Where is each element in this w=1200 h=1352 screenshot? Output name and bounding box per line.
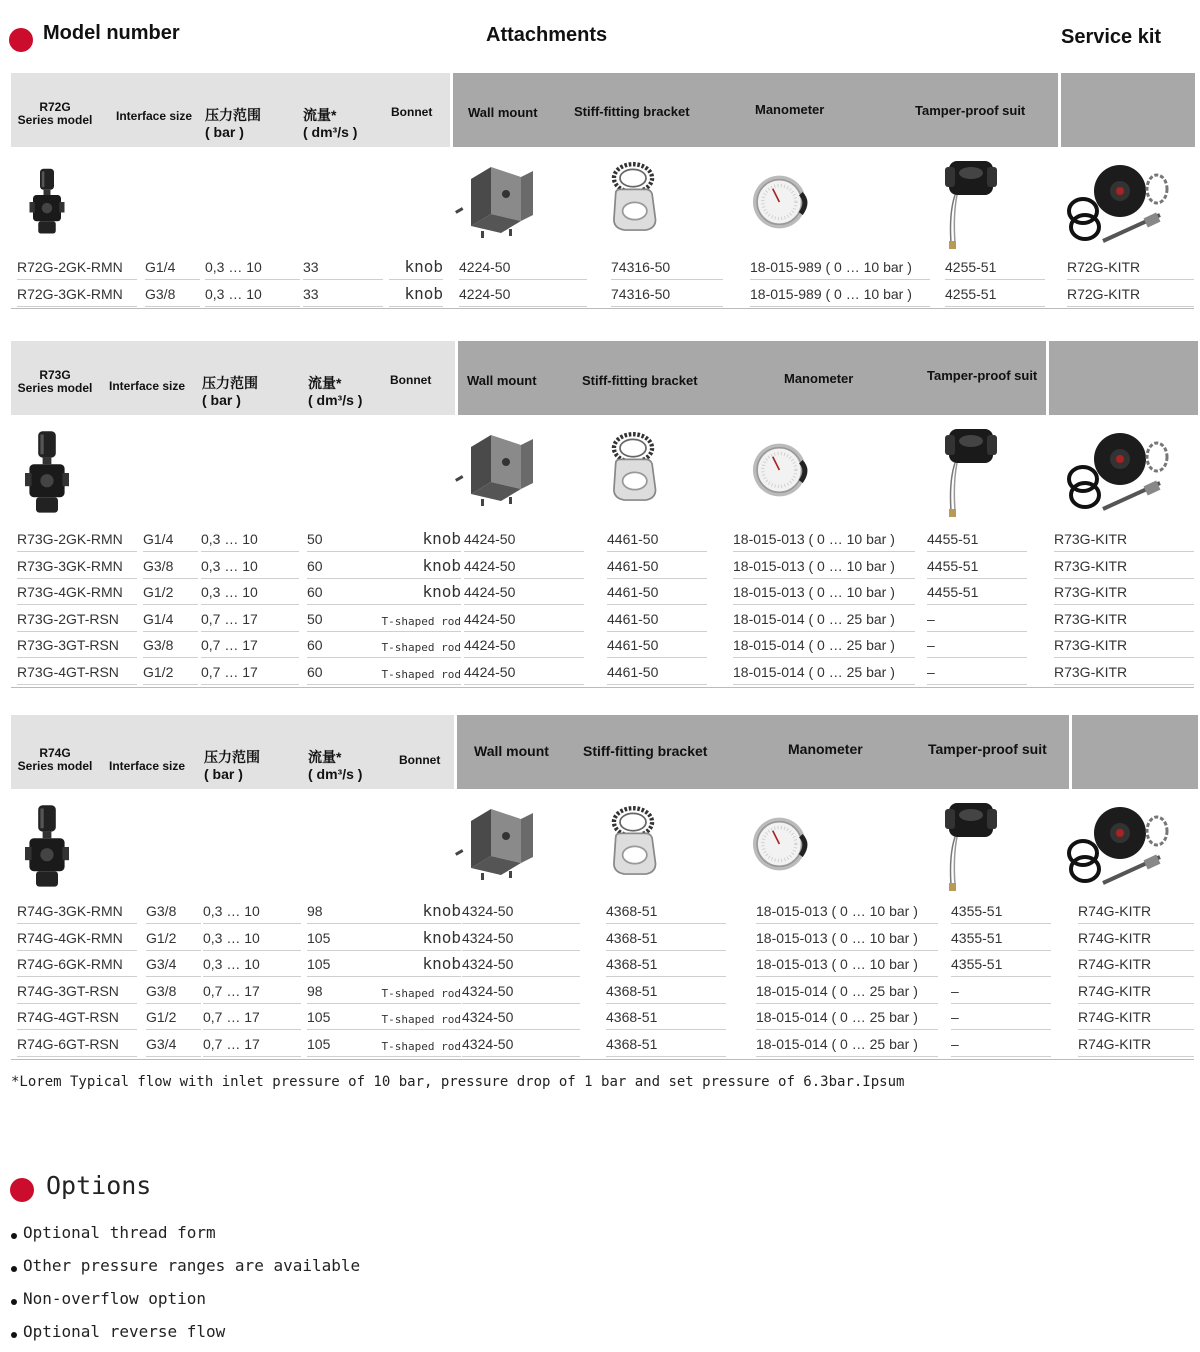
bonnet-cell: knob — [389, 282, 443, 307]
tamper-clip-icon — [941, 153, 1001, 253]
size-cell: G3/8 — [146, 979, 201, 1004]
product-images — [11, 147, 1198, 255]
option-item: Optional reverse flow — [11, 1319, 360, 1352]
flow-cell: 105 — [307, 952, 387, 977]
manometer-cell: 18-015-013 ( 0 … 10 bar ) — [756, 899, 938, 924]
wall-cell: 4224-50 — [459, 282, 587, 307]
tamper-proof-suit-header: Tamper-proof suit — [915, 103, 1026, 118]
table-row — [11, 979, 1198, 1006]
service-kit-heading — [1061, 26, 1161, 49]
model-cell: R73G-4GT-RSN — [17, 660, 137, 685]
wall-bracket-icon — [451, 427, 541, 507]
tamper-cell: 4355-51 — [951, 926, 1051, 951]
pressure-cell: 0,7 … 17 — [201, 633, 299, 658]
tamper-proof-suit-header: Tamper-proof suit — [927, 368, 1038, 383]
size-cell: G1/2 — [143, 580, 198, 605]
flow-cell: 98 — [307, 979, 387, 1004]
series-label: R74G — [39, 746, 71, 760]
table-header — [11, 73, 1198, 147]
wall-cell: 4424-50 — [464, 607, 584, 632]
flow-header — [308, 749, 362, 783]
ring-bracket-icon — [607, 803, 659, 881]
tamper-clip-icon — [941, 421, 1001, 521]
manometer-cell: 18-015-014 ( 0 … 25 bar ) — [756, 1032, 938, 1057]
product-images — [11, 415, 1198, 527]
kit-cell: R74G-KITR — [1078, 952, 1194, 977]
pressure-cell: 0,3 … 10 — [203, 899, 301, 924]
pressure-range-label: 压力范围 — [205, 107, 261, 123]
bullet-icon — [11, 1233, 17, 1239]
table-end-rule — [11, 308, 1194, 309]
manometer-header: Manometer — [788, 741, 863, 757]
kit-cell: R73G-KITR — [1054, 633, 1194, 658]
bracket-cell: 4368-51 — [606, 1032, 726, 1057]
kit-cell: R74G-KITR — [1078, 926, 1194, 951]
series-model-label: Series model — [17, 759, 93, 773]
model-cell: R74G-3GT-RSN — [17, 979, 137, 1004]
pressure-cell: 0,7 … 17 — [203, 1005, 301, 1030]
service-kit-label: Service kit — [1061, 26, 1162, 48]
bracket-cell: 4461-50 — [607, 607, 707, 632]
kit-cell: R73G-KITR — [1054, 660, 1194, 685]
stiff-fitting-bracket-header: Stiff-fitting bracket — [582, 373, 698, 388]
series-model-label: Series model — [17, 381, 93, 395]
table-r72g — [11, 73, 1198, 311]
flow-cell: 60 — [307, 580, 387, 605]
table-row — [11, 282, 1198, 309]
tamper-cell: – — [951, 1032, 1051, 1057]
kit-cell: R72G-KITR — [1067, 282, 1194, 307]
pressure-range-header — [202, 375, 258, 409]
series-model-header — [15, 747, 95, 773]
regulator-icon — [27, 167, 67, 237]
series-label: R73G — [39, 368, 71, 382]
pressure-cell: 0,3 … 10 — [201, 554, 299, 579]
table-row — [11, 952, 1198, 979]
model-cell: R73G-2GK-RMN — [17, 527, 137, 552]
table-header — [11, 341, 1198, 415]
manometer-icon — [746, 437, 816, 503]
size-cell: G3/8 — [145, 282, 200, 307]
kit-cell: R73G-KITR — [1054, 580, 1194, 605]
table-body — [11, 255, 1198, 311]
service-kit-icon — [1065, 429, 1175, 519]
tamper-proof-suit-header: Tamper-proof suit — [928, 741, 1047, 757]
red-bullet-icon — [9, 28, 33, 52]
option-item: Non-overflow option — [11, 1286, 360, 1319]
size-cell: G3/8 — [146, 899, 201, 924]
table-row — [11, 899, 1198, 926]
manometer-cell: 18-015-013 ( 0 … 10 bar ) — [733, 580, 915, 605]
tamper-cell: – — [927, 607, 1027, 632]
bracket-cell: 4368-51 — [606, 952, 726, 977]
series-model-label: Series model — [17, 113, 93, 127]
tamper-cell: 4355-51 — [951, 952, 1051, 977]
regulator-icon — [25, 801, 69, 893]
table-row — [11, 926, 1198, 953]
bonnet-cell: T-shaped rod — [373, 979, 461, 1004]
bonnet-cell: T-shaped rod — [373, 660, 461, 685]
manometer-cell: 18-015-014 ( 0 … 25 bar ) — [733, 607, 915, 632]
wall-cell: 4424-50 — [464, 527, 584, 552]
pressure-cell: 0,7 … 17 — [201, 660, 299, 685]
manometer-icon — [746, 811, 816, 877]
bonnet-cell: knob — [373, 527, 461, 552]
wall-cell: 4324-50 — [462, 926, 580, 951]
interface-size-header: Interface size — [116, 109, 193, 123]
attachments-label: Attachments — [486, 24, 608, 46]
tamper-cell: 4455-51 — [927, 527, 1027, 552]
model-cell: R73G-3GT-RSN — [17, 633, 137, 658]
model-cell: R73G-2GT-RSN — [17, 607, 137, 632]
model-cell: R74G-6GK-RMN — [17, 952, 137, 977]
manometer-cell: 18-015-989 ( 0 … 10 bar ) — [750, 282, 930, 307]
wall-cell: 4324-50 — [462, 952, 580, 977]
tamper-cell: 4455-51 — [927, 554, 1027, 579]
flow-cell: 50 — [307, 607, 387, 632]
ring-bracket-icon — [607, 159, 659, 237]
tamper-cell: – — [927, 660, 1027, 685]
tamper-cell: 4255-51 — [945, 255, 1045, 280]
wall-mount-header: Wall mount — [468, 105, 538, 120]
table-header — [11, 715, 1198, 789]
wall-cell: 4424-50 — [464, 660, 584, 685]
kit-cell: R72G-KITR — [1067, 255, 1194, 280]
manometer-icon — [746, 169, 816, 235]
tamper-cell: – — [951, 1005, 1051, 1030]
kit-cell: R74G-KITR — [1078, 979, 1194, 1004]
pressure-range-header — [204, 749, 260, 783]
flow-cell: 33 — [303, 282, 383, 307]
bonnet-cell: knob — [373, 926, 461, 951]
manometer-cell: 18-015-013 ( 0 … 10 bar ) — [733, 554, 915, 579]
tamper-clip-icon — [941, 795, 1001, 895]
tamper-cell: 4455-51 — [927, 580, 1027, 605]
series-label: R72G — [39, 100, 71, 114]
table-row — [11, 554, 1198, 581]
bracket-cell: 74316-50 — [611, 255, 723, 280]
wall-cell: 4324-50 — [462, 1032, 580, 1057]
pressure-cell: 0,7 … 17 — [201, 607, 299, 632]
model-cell: R72G-3GK-RMN — [17, 282, 137, 307]
flow-cell: 105 — [307, 1032, 387, 1057]
manometer-cell: 18-015-013 ( 0 … 10 bar ) — [756, 926, 938, 951]
model-number-label: Model number — [43, 22, 180, 44]
model-cell: R73G-4GK-RMN — [17, 580, 137, 605]
bracket-cell: 4368-51 — [606, 926, 726, 951]
bullet-icon — [11, 1266, 17, 1272]
model-cell: R73G-3GK-RMN — [17, 554, 137, 579]
options-heading — [46, 1171, 151, 1200]
flow-cell: 60 — [307, 660, 387, 685]
kit-cell: R74G-KITR — [1078, 1032, 1194, 1057]
service-kit-icon — [1065, 803, 1175, 893]
size-cell: G1/4 — [143, 527, 198, 552]
wall-cell: 4424-50 — [464, 633, 584, 658]
service-kit-icon — [1065, 161, 1175, 251]
wall-mount-header: Wall mount — [467, 373, 537, 388]
pressure-cell: 0,7 … 17 — [203, 1032, 301, 1057]
pressure-unit-label: ( bar ) — [205, 124, 244, 140]
size-cell: G3/4 — [146, 952, 201, 977]
pressure-cell: 0,3 … 10 — [203, 926, 301, 951]
options-title: Options — [46, 1171, 152, 1200]
table-r74g — [11, 715, 1198, 1059]
regulator-icon — [25, 427, 69, 519]
flow-header — [308, 375, 362, 409]
table-r73g — [11, 341, 1198, 687]
flow-cell: 105 — [307, 926, 387, 951]
bonnet-cell: knob — [373, 554, 461, 579]
wall-cell: 4424-50 — [464, 554, 584, 579]
table-row — [11, 580, 1198, 607]
manometer-cell: 18-015-014 ( 0 … 25 bar ) — [733, 633, 915, 658]
bonnet-header: Bonnet — [390, 373, 432, 387]
table-row — [11, 1032, 1198, 1059]
bonnet-cell: knob — [373, 899, 461, 924]
wall-cell: 4324-50 — [462, 1005, 580, 1030]
size-cell: G1/2 — [146, 926, 201, 951]
stiff-fitting-bracket-header: Stiff-fitting bracket — [583, 743, 708, 759]
manometer-header: Manometer — [784, 371, 854, 386]
pressure-cell: 0,3 … 10 — [203, 952, 301, 977]
manometer-header: Manometer — [755, 102, 825, 117]
wall-cell: 4224-50 — [459, 255, 587, 280]
tamper-cell: – — [951, 979, 1051, 1004]
pressure-range-header — [205, 107, 261, 141]
wall-cell: 4424-50 — [464, 580, 584, 605]
bonnet-cell: knob — [373, 952, 461, 977]
wall-mount-header: Wall mount — [474, 743, 549, 759]
wall-cell: 4324-50 — [462, 899, 580, 924]
bonnet-header: Bonnet — [399, 753, 441, 767]
table-row — [11, 607, 1198, 634]
manometer-cell: 18-015-014 ( 0 … 25 bar ) — [756, 979, 938, 1004]
bracket-cell: 4461-50 — [607, 660, 707, 685]
manometer-cell: 18-015-013 ( 0 … 10 bar ) — [733, 527, 915, 552]
table-row — [11, 633, 1198, 660]
table-body — [11, 527, 1198, 687]
option-item: Other pressure ranges are available — [11, 1253, 360, 1286]
flow-unit-label: ( dm³/s ) — [308, 766, 363, 782]
kit-cell: R74G-KITR — [1078, 899, 1194, 924]
flow-label: 流量* — [308, 749, 342, 765]
flow-unit-label: ( dm³/s ) — [308, 392, 363, 408]
pressure-cell: 0,7 … 17 — [203, 979, 301, 1004]
interface-size-header: Interface size — [109, 759, 186, 773]
pressure-unit-label: ( bar ) — [204, 766, 243, 782]
size-cell: G1/4 — [145, 255, 200, 280]
table-body — [11, 899, 1198, 1059]
size-cell: G3/4 — [146, 1032, 201, 1057]
kit-cell: R73G-KITR — [1054, 554, 1194, 579]
flow-cell: 105 — [307, 1005, 387, 1030]
series-model-header — [15, 101, 95, 127]
kit-cell: R73G-KITR — [1054, 527, 1194, 552]
table-row — [11, 255, 1198, 282]
kit-cell: R73G-KITR — [1054, 607, 1194, 632]
size-cell: G3/8 — [143, 554, 198, 579]
tamper-cell: 4355-51 — [951, 899, 1051, 924]
pressure-range-label: 压力范围 — [204, 749, 260, 765]
options-list — [11, 1220, 360, 1352]
bracket-cell: 4461-50 — [607, 554, 707, 579]
flow-label: 流量* — [308, 375, 342, 391]
option-item: Optional thread form — [11, 1220, 360, 1253]
bonnet-header: Bonnet — [391, 105, 433, 119]
model-cell: R72G-2GK-RMN — [17, 255, 137, 280]
model-cell: R74G-4GK-RMN — [17, 926, 137, 951]
flow-cell: 60 — [307, 554, 387, 579]
manometer-cell: 18-015-014 ( 0 … 25 bar ) — [733, 660, 915, 685]
model-cell: R74G-4GT-RSN — [17, 1005, 137, 1030]
model-cell: R74G-6GT-RSN — [17, 1032, 137, 1057]
table-end-rule — [11, 1059, 1194, 1060]
pressure-cell: 0,3 … 10 — [205, 255, 300, 280]
bullet-icon — [11, 1299, 17, 1305]
bracket-cell: 4368-51 — [606, 1005, 726, 1030]
pressure-cell: 0,3 … 10 — [201, 527, 299, 552]
interface-size-header: Interface size — [109, 379, 186, 393]
flow-cell: 50 — [307, 527, 387, 552]
manometer-cell: 18-015-013 ( 0 … 10 bar ) — [756, 952, 938, 977]
bracket-cell: 74316-50 — [611, 282, 723, 307]
manometer-cell: 18-015-014 ( 0 … 25 bar ) — [756, 1005, 938, 1030]
flow-label: 流量* — [303, 107, 337, 123]
table-row — [11, 527, 1198, 554]
kit-cell: R74G-KITR — [1078, 1005, 1194, 1030]
footnote: *Lorem Typical flow with inlet pressure of 10 bar, pressure drop of 1 bar and set pressure of 6.3bar.Ipsum — [11, 1074, 905, 1090]
flow-header — [303, 107, 357, 141]
ring-bracket-icon — [607, 429, 659, 507]
attachments-heading — [486, 24, 607, 47]
bonnet-cell: T-shaped rod — [373, 607, 461, 632]
product-images — [11, 789, 1198, 899]
bullet-icon — [11, 1332, 17, 1338]
pressure-cell: 0,3 … 10 — [201, 580, 299, 605]
table-end-rule — [11, 687, 1194, 688]
size-cell: G1/2 — [143, 660, 198, 685]
wall-bracket-icon — [451, 159, 541, 239]
bonnet-cell: T-shaped rod — [373, 1005, 461, 1030]
flow-unit-label: ( dm³/s ) — [303, 124, 358, 140]
series-model-header — [15, 369, 95, 395]
bracket-cell: 4461-50 — [607, 633, 707, 658]
manometer-cell: 18-015-989 ( 0 … 10 bar ) — [750, 255, 930, 280]
tamper-cell: 4255-51 — [945, 282, 1045, 307]
bonnet-cell: T-shaped rod — [373, 633, 461, 658]
table-row — [11, 660, 1198, 687]
wall-bracket-icon — [451, 801, 541, 881]
model-number-heading — [43, 22, 180, 45]
red-bullet-icon — [10, 1178, 34, 1202]
table-row — [11, 1005, 1198, 1032]
wall-cell: 4324-50 — [462, 979, 580, 1004]
bracket-cell: 4461-50 — [607, 580, 707, 605]
stiff-fitting-bracket-header: Stiff-fitting bracket — [574, 104, 690, 119]
bonnet-cell: T-shaped rod — [373, 1032, 461, 1057]
pressure-range-label: 压力范围 — [202, 375, 258, 391]
flow-cell: 60 — [307, 633, 387, 658]
bonnet-cell: knob — [373, 580, 461, 605]
flow-cell: 33 — [303, 255, 383, 280]
size-cell: G1/2 — [146, 1005, 201, 1030]
pressure-cell: 0,3 … 10 — [205, 282, 300, 307]
bracket-cell: 4368-51 — [606, 899, 726, 924]
pressure-unit-label: ( bar ) — [202, 392, 241, 408]
bracket-cell: 4461-50 — [607, 527, 707, 552]
bracket-cell: 4368-51 — [606, 979, 726, 1004]
flow-cell: 98 — [307, 899, 387, 924]
tamper-cell: – — [927, 633, 1027, 658]
bonnet-cell: knob — [389, 255, 443, 280]
model-cell: R74G-3GK-RMN — [17, 899, 137, 924]
size-cell: G1/4 — [143, 607, 198, 632]
size-cell: G3/8 — [143, 633, 198, 658]
